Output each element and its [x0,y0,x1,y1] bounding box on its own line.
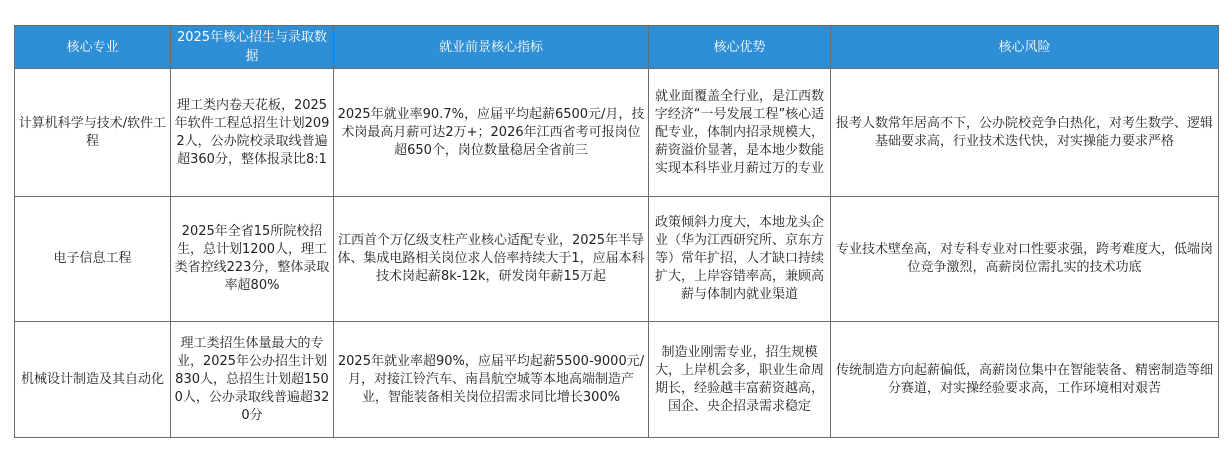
risk-cell: 专业技术壁垒高，对专科专业对口性要求强，跨考难度大，低端岗位竞争激烈，高薪岗位需扎实的技术功底 [831,197,1219,322]
header-enrollment: 2025年核心招生与录取数据 [171,26,334,69]
table-row [15,322,1219,438]
table-row [15,197,1219,322]
table-row [15,69,1219,197]
enrollment-cell: 理工类内卷天花板，2025年软件工程总招生计划2092人，公办院校录取线普遍超360分，整体报录比8:1 [171,69,334,197]
comparison-table [14,25,1219,438]
employment-cell: 江西首个万亿级支柱产业核心适配专业，2025年半导体、集成电路相关岗位求人倍率持续大于1，应届本科技术岗起薪8k-12k，研发岗年薪15万起 [334,197,649,322]
header-employment: 就业前景核心指标 [334,26,649,69]
header-major: 核心专业 [15,26,171,69]
advantage-cell: 就业面覆盖全行业，是江西数字经济“一号发展工程”核心适配专业，体制内招录规模大，薪资溢价显著，是本地少数能实现本科毕业月薪过万的专业 [649,69,831,197]
advantage-cell: 政策倾斜力度大，本地龙头企业（华为江西研究所、京东方等）常年扩招，人才缺口持续扩大，上岸容错率高，兼顾高薪与体制内就业渠道 [649,197,831,322]
risk-cell: 传统制造方向起薪偏低，高薪岗位集中在智能装备、精密制造等细分赛道，对实操经验要求高，工作环境相对艰苦 [831,322,1219,438]
employment-cell: 2025年就业率90.7%，应届平均起薪6500元/月，技术岗最高月薪可达2万+；2026年江西省考可报岗位超650个，岗位数量稳居全省前三 [334,69,649,197]
header-risk: 核心风险 [831,26,1219,69]
major-cell: 机械设计制造及其自动化 [15,322,171,438]
enrollment-cell: 理工类招生体量最大的专业，2025年公办招生计划830人，总招生计划超1500人，公办录取线普遍超320分 [171,322,334,438]
advantage-cell: 制造业刚需专业，招生规模大，上岸机会多，职业生命周期长，经验越丰富薪资越高，国企、央企招录需求稳定 [649,322,831,438]
major-cell: 电子信息工程 [15,197,171,322]
major-cell: 计算机科学与技术/软件工程 [15,69,171,197]
employment-cell: 2025年就业率超90%，应届平均起薪5500-9000元/月，对接江铃汽车、南昌航空城等本地高端制造产业，智能装备相关岗位招需求同比增长300% [334,322,649,438]
header-advantage: 核心优势 [649,26,831,69]
risk-cell: 报考人数常年居高不下，公办院校竞争白热化，对考生数学、逻辑基础要求高，行业技术迭代快，对实操能力要求严格 [831,69,1219,197]
header-row [15,26,1219,69]
enrollment-cell: 2025年全省15所院校招生，总计划1200人，理工类省控线223分，整体录取率超80% [171,197,334,322]
